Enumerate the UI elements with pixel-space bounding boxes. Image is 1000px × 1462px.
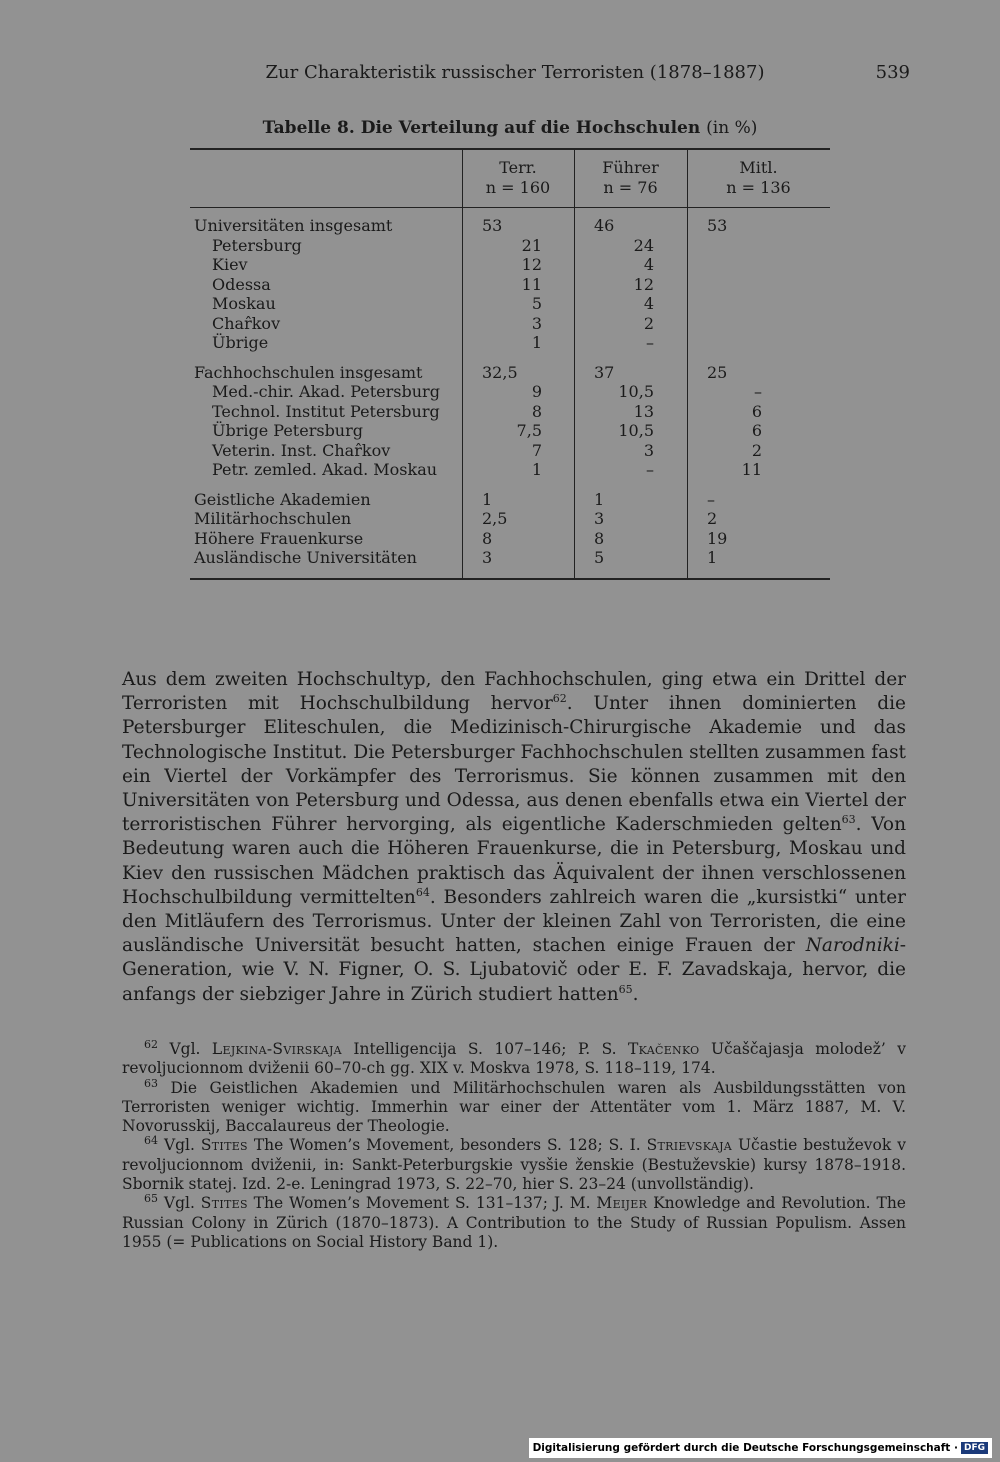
cell-mitl: 53 <box>707 216 728 235</box>
cell-terr: 1 <box>531 333 542 352</box>
footnote-ref: 64 <box>415 885 430 899</box>
digitization-footer <box>529 1438 992 1458</box>
text-run: Intelligencija S. 107–146; P. S. <box>341 1040 629 1058</box>
text-run: Aus dem zweiten Hochschultyp, den Fachhochschulen, ging etwa ein Drittel der Terroristen mit Hochschulbildung hervor <box>122 669 906 715</box>
row-label: Petr. zemled. Akad. Moskau <box>212 460 438 479</box>
footnote-number: 62 <box>144 1037 158 1051</box>
running-header <box>120 62 910 86</box>
row-label: Universitäten insgesamt <box>194 216 393 235</box>
row-label: Petersburg <box>212 235 302 255</box>
cell-fuehrer: 24 <box>633 235 654 255</box>
table-caption <box>190 118 830 138</box>
footnote-number: 64 <box>144 1134 158 1148</box>
author-name: Lejkina-Svirskaja <box>211 1040 342 1058</box>
table-row <box>190 294 830 314</box>
cell-mitl: – <box>754 382 762 401</box>
row-label: Odessa <box>212 274 271 294</box>
text-run: Die Geistlichen Akademien und Militärhochschulen waren als Ausbildungsstätten von Terroristen weniger wichtig. Immerhin war einer der Attentäter vom 1. März 1887, M. V. Novorusskij, Baccalaureus der Theologie. <box>122 1078 906 1136</box>
cell-fuehrer: – <box>646 333 654 352</box>
column-header-terr <box>462 158 574 198</box>
text-run: . Besonders zahlreich waren die „kursistki“ unter den Mitläufern des Terrorismus. Unter der kleinen Zahl von Terroristen, die eine ausländische Universität besucht hatten, stachen einige Frauen der <box>122 886 907 957</box>
cell-fuehrer: 3 <box>594 509 605 528</box>
author-name: Meijer <box>596 1194 648 1213</box>
text-run: . Unter ihnen dominierten die Petersburger Eliteschulen, die Medizinisch-Chirurgische Akademie und das Technologische Institut. Die Petersburger Fachhochschulen stellten zusammen fast ein Viertel der Vorkämpfer des Terrorismus. Sie können zusammen mit den Universitäten von Petersburg und Odessa, aus denen ebenfalls etwa ein Viertel der terroristischen Führer hervorging, als eigentliche Kaderschmieden gelten <box>122 693 907 836</box>
cell-terr: 12 <box>521 255 542 274</box>
author-name: Strievskaja <box>646 1136 733 1155</box>
footer-text: Digitalisierung gefördert durch die Deutsche Forschungsgemeinschaft · <box>532 1442 958 1454</box>
text-run: The Women’s Movement, besonders S. 128; S. I. <box>247 1136 647 1155</box>
cell-mitl: 1 <box>707 548 718 567</box>
cell-terr: 21 <box>521 235 542 255</box>
cell-terr: 3 <box>482 548 493 567</box>
cell-fuehrer: 4 <box>643 255 654 274</box>
row-label: Med.-chir. Akad. Petersburg <box>212 382 440 401</box>
text-run: -Generation, wie V. N. Figner, O. S. Ljubatovič oder E. F. Zavadskaja, hervor, die anfangs der siebziger Jahre in Zürich studiert hatten <box>122 935 906 1005</box>
row-label: Technol. Institut Petersburg <box>212 401 440 421</box>
row-label: Geistliche Akademien <box>194 489 371 509</box>
footnotes <box>122 1037 906 1252</box>
cell-mitl: 11 <box>741 460 762 479</box>
cell-terr: 1 <box>531 460 542 479</box>
cell-fuehrer: 2 <box>643 313 654 333</box>
table-row <box>190 490 830 510</box>
cell-fuehrer: 8 <box>594 528 605 548</box>
cell-mitl: 25 <box>707 362 728 382</box>
footnote-65 <box>122 1194 906 1252</box>
row-label: Ausländische Universitäten <box>194 548 417 567</box>
cell-terr: 53 <box>482 216 503 235</box>
table-row <box>190 314 830 334</box>
row-label: Militärhochschulen <box>194 509 352 528</box>
footnote-62 <box>122 1037 906 1079</box>
cell-mitl: 2 <box>707 509 718 528</box>
column-n: n = 136 <box>726 178 791 197</box>
table-row <box>190 509 830 529</box>
table-row <box>190 421 830 441</box>
table-row <box>190 275 830 295</box>
paragraph <box>122 668 906 1007</box>
cell-terr: 11 <box>521 274 542 294</box>
column-name: Führer <box>602 158 659 177</box>
table-row <box>190 382 830 402</box>
column-header-fuehrer <box>574 158 687 198</box>
cell-terr: 8 <box>531 401 542 421</box>
distribution-table <box>190 148 830 580</box>
body-paragraph <box>122 668 906 1007</box>
table-row <box>190 529 830 549</box>
text-run: . Von Bedeutung waren auch die Höheren Frauenkurse, die in Petersburg, Moskau und Kiev den russischen Mädchen praktisch das Äquivalent der ihnen verschlossenen Hochschulbildung vermittelten <box>122 814 906 908</box>
column-n: n = 76 <box>603 178 658 197</box>
page-number: 539 <box>875 62 910 83</box>
footnote-64 <box>122 1136 906 1194</box>
cell-terr: 32,5 <box>482 362 518 382</box>
cell-terr: 3 <box>531 313 542 333</box>
text-run: . <box>632 983 639 1005</box>
header-rule <box>190 207 830 208</box>
column-name: Mitl. <box>739 158 778 177</box>
author-name: Tkačenko <box>628 1040 700 1058</box>
cell-fuehrer: 37 <box>594 362 615 382</box>
cell-terr: 7 <box>531 440 542 460</box>
footnote-ref: 62 <box>552 692 567 706</box>
footnote-63 <box>122 1076 906 1137</box>
text-run: Učaščajasja molodež’ v revoljucionnom dviženii 60–70-ch gg. XIX v. Moskva 1978, S. 118–119, 174. <box>122 1040 906 1078</box>
cell-fuehrer: 46 <box>594 216 615 235</box>
cell-terr: 8 <box>482 528 493 548</box>
table-row <box>190 548 830 568</box>
footnote-ref: 65 <box>618 982 633 996</box>
row-label: Moskau <box>212 294 276 313</box>
text-run: Vgl. <box>163 1194 201 1213</box>
table-row <box>190 216 830 236</box>
cell-mitl: 6 <box>751 401 762 421</box>
cell-fuehrer: 4 <box>643 294 654 313</box>
text-run: Vgl. <box>163 1136 201 1155</box>
table-row <box>190 402 830 422</box>
cell-fuehrer: 5 <box>594 548 605 567</box>
cell-mitl: 19 <box>707 528 728 548</box>
table-row <box>190 460 830 480</box>
cell-mitl: 6 <box>751 421 762 440</box>
author-name: Stites <box>200 1136 248 1155</box>
row-label: Höhere Frauenkurse <box>194 528 364 548</box>
cell-terr: 9 <box>531 382 542 401</box>
footnote-ref: 63 <box>841 813 856 827</box>
footnote-number: 65 <box>144 1192 158 1206</box>
cell-fuehrer: 10,5 <box>618 382 654 401</box>
cell-terr: 7,5 <box>516 421 542 440</box>
table-caption-unit: (in %) <box>706 118 758 138</box>
row-label: Veterin. Inst. Char̂kov <box>212 440 391 460</box>
cell-fuehrer: 3 <box>643 440 654 460</box>
table-caption-title: Tabelle 8. Die Verteilung auf die Hochschulen <box>262 118 701 138</box>
column-header-mitl <box>687 158 830 198</box>
table-row <box>190 333 830 353</box>
footnote-number: 63 <box>144 1076 158 1090</box>
row-label: Kiev <box>212 255 248 274</box>
text-run: Knowledge and Revolution. The Russian Colony in Zürich (1870–1873). A Contribution to the Study of Russian Populism. Assen 1955 (= Publications on Social History Band 1). <box>122 1194 906 1251</box>
table-row <box>190 363 830 383</box>
cell-fuehrer: 10,5 <box>618 421 654 440</box>
row-label: Übrige Petersburg <box>212 421 363 440</box>
cell-fuehrer: 12 <box>633 274 654 294</box>
running-title: Zur Charakteristik russischer Terroristen (1878–1887) <box>265 62 765 83</box>
text-run: Učastie bestuževok v revoljucionnom dviženii, in: Sankt-Peterburgskie vysšie ženskie (Bestuževskie) kursy 1878–1918. Sbornik statej. Izd. 2-e. Leningrad 1973, S. 22–70, hier S. 23–24 (unvollständig). <box>122 1136 906 1194</box>
column-n: n = 160 <box>485 178 551 197</box>
text-run: The Women’s Movement S. 131–137; J. M. <box>247 1194 597 1213</box>
cell-fuehrer: 1 <box>594 489 605 509</box>
table-row <box>190 236 830 256</box>
row-label: Fachhochschulen insgesamt <box>194 362 423 382</box>
italic-term: Narodniki <box>805 935 900 957</box>
row-label: Übrige <box>212 333 269 352</box>
row-label: Char̂kov <box>212 313 281 333</box>
cell-mitl: – <box>707 489 715 509</box>
cell-terr: 5 <box>531 294 542 313</box>
table-row <box>190 441 830 461</box>
column-name: Terr. <box>499 158 537 177</box>
cell-terr: 2,5 <box>482 509 508 528</box>
author-name: Stites <box>200 1194 248 1213</box>
cell-terr: 1 <box>482 489 493 509</box>
cell-fuehrer: 13 <box>633 401 654 421</box>
text-run: Vgl. <box>169 1040 212 1058</box>
cell-mitl: 2 <box>751 440 762 460</box>
cell-fuehrer: – <box>646 460 654 479</box>
table-row <box>190 255 830 275</box>
dfg-logo: DFG <box>961 1442 988 1454</box>
